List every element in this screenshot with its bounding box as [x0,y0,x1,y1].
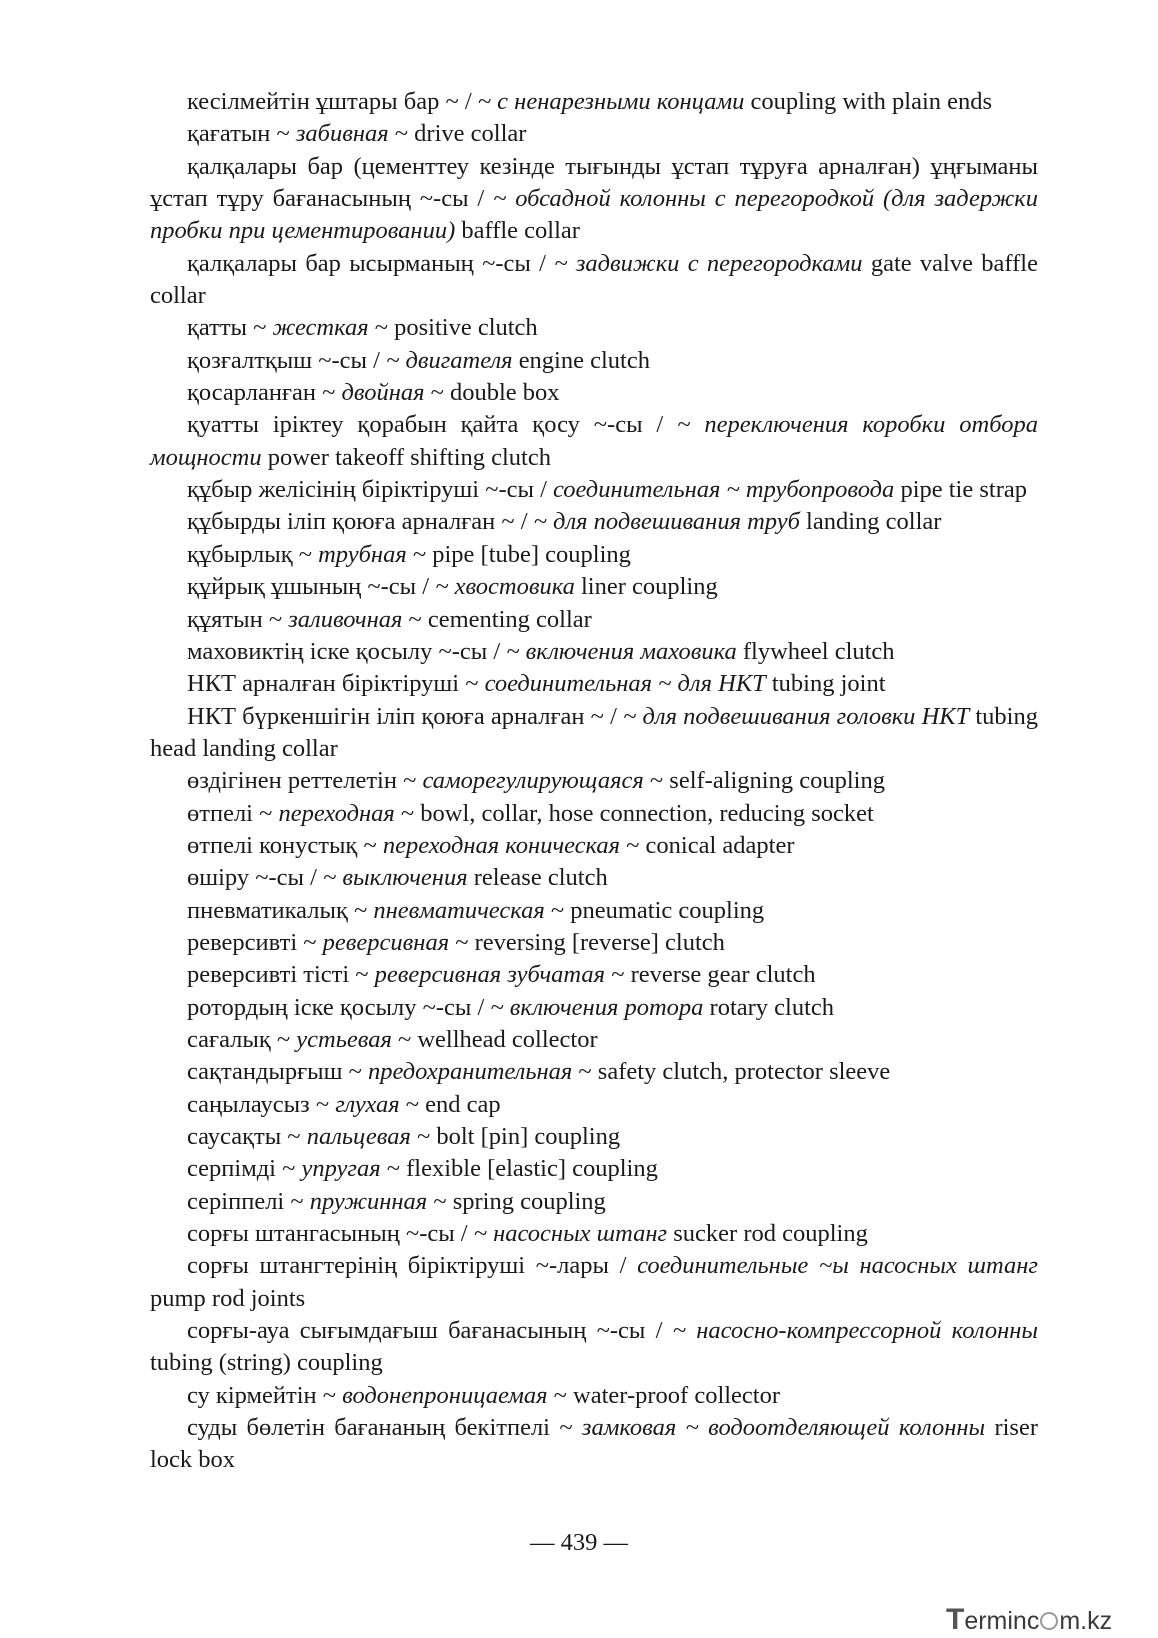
dictionary-entry: құбыр желісінің біріктіруші ~-сы / соединительная ~ трубопровода pipe tie strap [187,476,1027,504]
dictionary-entry: су кірмейтін ~ водонепроницаемая ~ water-proof collector [187,1381,781,1409]
dictionary-entry: саусақты ~ пальцевая ~ bolt [pin] coupling [187,1123,621,1150]
dictionary-entry: қалқалары бар (цементтеу кезінде тығынды ұстап тұруға арналған) ұңғыманы ұстап тұру бағанасының ~-сы / ~ обсадной колонны с перегородкой (для задержки пробки при цементировании) baffle collar [150,152,1039,245]
dictionary-entry: саңылаусыз ~ глухая ~ end cap [187,1090,501,1118]
dictionary-entry: өздігінен реттелетін ~ саморегулирующаяся ~ self-aligning coupling [187,767,885,795]
dictionary-entry: маховиктің іске қосылу ~-сы / ~ включения маховика flywheel clutch [187,637,895,665]
dictionary-entry: серіппелі ~ пружинная ~ spring coupling [187,1187,606,1215]
dictionary-entry: реверсивті ~ реверсивная ~ reversing [reverse] clutch [187,928,725,956]
dictionary-entry: НКТ арналған біріктіруші ~ соединительная ~ для НКТ tubing joint [187,670,886,698]
dictionary-entry: НКТ бүркеншігін іліп қоюға арналған ~ / ~ для подвешивания головки НКТ tubing head landing collar [150,702,1038,762]
dictionary-entry: суды бөлетін бағананың бекітпелі ~ замковая ~ водоотделяющей колонны riser lock box [150,1414,1038,1474]
dictionary-entry: құбырды іліп қоюға арналған ~ / ~ для подвешивания труб landing collar [187,508,942,536]
site-watermark-logo[interactable]: Terminc m.kz [946,1603,1113,1636]
dictionary-entry: сағалық ~ устьевая ~ wellhead collector [187,1025,598,1053]
dictionary-entry: қозғалтқыш ~-сы / ~ двигателя engine clutch [187,346,650,374]
dictionary-entries [150,86,1038,1477]
dictionary-entry: өтпелі конустық ~ переходная коническая ~ conical adapter [187,831,795,859]
dictionary-entry: құйрық ұшының ~-сы / ~ хвостовика liner coupling [187,573,718,601]
dictionary-entry: құятын ~ заливочная ~ cementing collar [187,605,592,633]
page-number: — 439 — [530,1529,628,1556]
dictionary-entry: сорғы штангтерінің біріктіруші ~-лары / соединительные ~ы насосных штанг pump rod joints [150,1252,1038,1312]
dictionary-entry: қатты ~ жесткая ~ positive clutch [187,314,538,342]
dictionary-entry: ротордың іске қосылу ~-сы / ~ включения ротора rotary clutch [187,993,835,1021]
dictionary-entry: өшіру ~-сы / ~ выключения release clutch [187,864,608,892]
dictionary-entry: қағатын ~ забивная ~ drive collar [187,120,527,148]
dictionary-entry: құбырлық ~ трубная ~ pipe [tube] coupling [187,540,631,568]
dictionary-entry: қалқалары бар ысырманың ~-сы / ~ задвижки с перегородками gate valve baffle collar [150,249,1038,310]
dictionary-entry: серпімді ~ упругая ~ flexible [elastic] coupling [187,1155,658,1183]
ring-icon [1040,1612,1058,1630]
dictionary-entry: қуатты іріктеу қорабын қайта қосу ~-сы / ~ переключения коробки отбора мощности power takeoff shifting clutch [150,411,1038,471]
dictionary-entry: пневматикалық ~ пневматическая ~ pneumatic coupling [187,896,765,924]
dictionary-entry: сақтандырғыш ~ предохранительная ~ safety clutch, protector sleeve [187,1058,891,1086]
dictionary-entry: өтпелі ~ переходная ~ bowl, collar, hose connection, reducing socket [187,799,874,827]
dictionary-entry: сорғы-ауа сығымдағыш бағанасының ~-сы / ~ насосно-компрессорной колонны tubing (string) coupling [150,1317,1038,1377]
dictionary-entry: сорғы штангасының ~-сы / ~ насосных штанг sucker rod coupling [187,1220,868,1248]
dictionary-entry: кесілмейтін ұштары бар ~ / ~ с ненарезными концами coupling with plain ends [187,88,993,115]
dictionary-entry: қосарланған ~ двойная ~ double box [187,379,560,407]
dictionary-entry: реверсивті тісті ~ реверсивная зубчатая ~ reverse gear clutch [187,961,816,989]
